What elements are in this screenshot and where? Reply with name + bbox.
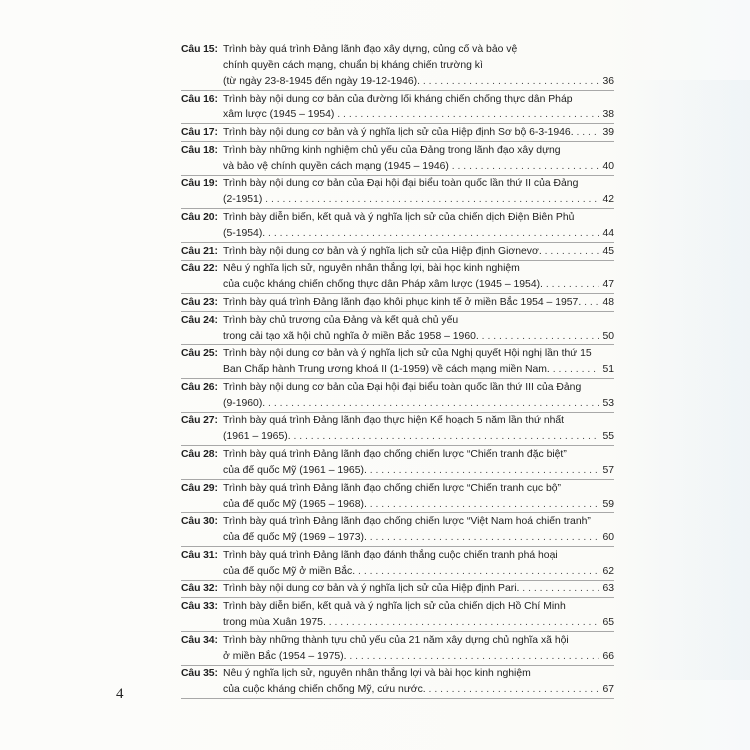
toc-entry-page: 57 — [599, 463, 614, 479]
toc-entry — [181, 143, 614, 176]
toc-entry-last-line — [223, 159, 614, 175]
toc-entry-line: Trình bày nội dung cơ bản của Đại hội đại biểu toàn quốc lần thứ II của Đảng — [223, 178, 579, 190]
toc-entry-label: Câu 32: — [181, 583, 218, 595]
toc-entry-line: Trình bày nội dung cơ bản và ý nghĩa lịch sử của Hiệp định Sơ bộ 6-3-1946. . . . — [223, 127, 614, 138]
toc-entry-line: Ban Chấp hành Trung ương khoá II (1-1959) về cách mạng miền Nam. . . . — [223, 364, 614, 375]
toc-entry-label: Câu 17: — [181, 127, 218, 139]
toc-entry — [181, 666, 614, 699]
toc-entry-line: Trình bày diễn biến, kết quả và ý nghĩa lịch sử của chiến dịch Hồ Chí Minh — [223, 601, 566, 613]
toc-entry-page: 42 — [599, 192, 614, 208]
toc-entry-page: 40 — [599, 159, 614, 175]
toc-entry — [181, 92, 614, 125]
toc-entry-last-line — [223, 125, 614, 141]
toc-entry-label: Câu 16: — [181, 93, 218, 105]
toc-entry-line: (1961 – 1965). . . . — [223, 431, 614, 442]
toc-entry — [181, 514, 614, 547]
toc-entry — [181, 176, 614, 209]
toc-entry-label: Câu 21: — [181, 245, 218, 257]
toc-entry — [181, 633, 614, 666]
toc-entry-title — [223, 244, 614, 260]
toc-entry-line: Trình bày nội dung cơ bản của đường lối kháng chiến chống thực dân Pháp — [223, 93, 573, 105]
toc-entry-line: của đế quốc Mỹ ở miền Bắc. . . . — [223, 566, 614, 577]
toc-entry-label: Câu 15: — [181, 44, 218, 55]
toc-entry-line: trong cải tạo xã hội chủ nghĩa ở miền Bắc 1958 – 1960. . . . — [223, 331, 614, 342]
toc-entry — [181, 210, 614, 243]
toc-entry-page: 66 — [599, 649, 614, 665]
toc-entry-page: 47 — [599, 277, 614, 293]
toc-entry-line: Trình bày quá trình Đảng lãnh đạo khôi phục kinh tế ở miền Bắc 1954 – 1957. . . . — [223, 297, 614, 308]
toc-entry — [181, 244, 614, 261]
toc-entry-page: 53 — [599, 396, 614, 412]
toc-entry-last-line — [223, 362, 614, 378]
toc-entry-line: trong mùa Xuân 1975. . . . — [223, 617, 614, 628]
toc-entry-page: 48 — [599, 295, 614, 311]
toc-entry-line: của đế quốc Mỹ (1969 – 1973). . . . — [223, 532, 614, 543]
toc-entry-label: Câu 26: — [181, 381, 218, 393]
toc-entry — [181, 380, 614, 413]
toc-entry-page: 65 — [599, 615, 614, 631]
toc-entry-title — [223, 599, 614, 631]
toc-entry-last-line — [223, 581, 614, 597]
page-number: 4 — [116, 686, 124, 702]
toc-entry-page: 45 — [599, 244, 614, 260]
toc-entry-label: Câu 28: — [181, 449, 218, 460]
toc-entry-label: Câu 20: — [181, 212, 218, 223]
toc-entry-label: Câu 30: — [181, 516, 218, 528]
toc-entry-label: Câu 18: — [181, 144, 218, 156]
toc-entry-title — [223, 313, 614, 345]
toc-entry-line: Trình bày nội dung cơ bản và ý nghĩa lịch sử của Nghị quyết Hội nghị lần thứ 15 — [223, 348, 592, 360]
toc-entry-line: Nêu ý nghĩa lịch sử, nguyên nhân thắng lợi và bài học kinh nghiệm — [223, 668, 531, 680]
toc-entry — [181, 447, 614, 480]
toc-entry-title — [223, 92, 614, 124]
toc-entry-line: Trình bày nội dung cơ bản và ý nghĩa lịch sử của Hiệp định Giơnevơ. . . . — [223, 246, 614, 257]
toc-entry-page: 63 — [599, 581, 614, 597]
toc-entry-page: 55 — [599, 429, 614, 445]
toc-entry-title — [223, 143, 614, 175]
toc-entry — [181, 581, 614, 598]
toc-entry-page: 67 — [599, 682, 614, 698]
toc-entry-page: 51 — [599, 362, 614, 378]
toc-entry-line: (2-1951) . . . — [223, 194, 614, 205]
toc-entry-title — [223, 125, 614, 141]
toc-entry-page: 39 — [599, 125, 614, 141]
toc-entry-title — [223, 346, 614, 378]
toc-entry-title — [223, 176, 614, 208]
toc-entry-last-line — [223, 497, 614, 513]
toc-entry — [181, 548, 614, 581]
toc-entry-line: Trình bày nội dung cơ bản và ý nghĩa lịch sử của Hiệp định Pari. . . . — [223, 583, 614, 594]
toc-entry-page: 62 — [599, 564, 614, 580]
toc-entry-line: Trình bày quá trình Đảng lãnh đạo thực hiện Kế hoạch 5 năm lần thứ nhất — [223, 415, 565, 427]
toc-entry-title — [223, 481, 614, 513]
toc-entry-last-line — [223, 295, 614, 311]
toc-entry-label: Câu 22: — [181, 263, 218, 275]
toc-entry — [181, 599, 614, 632]
toc-entry-line: Trình bày những thành tựu chủ yếu của 21 năm xây dựng chủ nghĩa xã hội — [223, 634, 569, 646]
toc-entry-title — [223, 413, 614, 445]
toc-entry-title — [223, 42, 614, 90]
toc-entry — [181, 261, 614, 294]
toc-entry-line: ở miền Bắc (1954 – 1975). . . . — [223, 651, 614, 662]
toc-entry-label: Câu 27: — [181, 415, 218, 427]
toc-entry-line: và bảo vệ chính quyền cách mạng (1945 – 1946) . . . — [223, 161, 614, 172]
toc-entry-last-line — [223, 396, 614, 412]
toc-entry-label: Câu 19: — [181, 178, 218, 190]
toc-entry-label: Câu 23: — [181, 296, 218, 308]
toc-entry-page: 50 — [599, 329, 614, 345]
toc-entry-last-line — [223, 649, 614, 665]
toc-entry-last-line — [223, 74, 614, 90]
toc-entry-label: Câu 29: — [181, 482, 218, 494]
toc-entry — [181, 413, 614, 446]
toc-entry-line: xâm lược (1945 – 1954) . . . — [223, 109, 614, 120]
toc-entry-page: 44 — [599, 226, 614, 242]
toc-entry-last-line — [223, 244, 614, 260]
toc-entry-line: Trình bày những kinh nghiệm chủ yếu của Đảng trong lãnh đạo xây dựng — [223, 144, 561, 156]
toc-entry-title — [223, 633, 614, 665]
toc-entry-label: Câu 24: — [181, 314, 218, 326]
toc-entry-line: Trình bày diễn biến, kết quả và ý nghĩa lịch sử của chiến dịch Điện Biên Phủ — [223, 212, 575, 223]
toc-entry-line: Nêu ý nghĩa lịch sử, nguyên nhân thắng lợi, bài học kinh nghiệm — [223, 263, 520, 275]
toc-entry-last-line — [223, 329, 614, 345]
toc-entry-line: Trình bày quá trình Đảng lãnh đạo đánh thắng cuộc chiến tranh phá hoại — [223, 549, 558, 561]
toc-entry-line: của đế quốc Mỹ (1965 – 1968). . . . — [223, 499, 614, 510]
toc-entry-line: (từ ngày 23-8-1945 đến ngày 19-12-1946). . . . — [223, 76, 614, 87]
toc-entry-title — [223, 210, 614, 242]
toc-entry — [181, 125, 614, 142]
toc-entry-page: 60 — [599, 530, 614, 546]
toc-entry-title — [223, 666, 614, 698]
toc-entry-line: Trình bày quá trình Đảng lãnh đạo chống chiến lược “Chiến tranh đặc biệt” — [223, 449, 567, 460]
toc-entry-title — [223, 380, 614, 412]
toc-entry-line: Trình bày quá trình Đảng lãnh đạo chống chiến lược “Chiến tranh cục bộ” — [223, 482, 561, 494]
toc-entry-last-line — [223, 682, 614, 698]
toc-entry-title — [223, 581, 614, 597]
toc-entry-page: 59 — [599, 497, 614, 513]
toc-entry-title — [223, 548, 614, 580]
toc-entry-title — [223, 261, 614, 293]
toc-entry-last-line — [223, 226, 614, 242]
toc-entry-title — [223, 514, 614, 546]
toc-entry-line: Trình bày quá trình Đảng lãnh đạo chống chiến lược “Việt Nam hoá chiến tranh” — [223, 516, 591, 528]
toc-entry-line: của cuộc kháng chiến chống thực dân Pháp xâm lược (1945 – 1954). . . . — [223, 279, 614, 290]
toc-entry — [181, 295, 614, 312]
toc-entry-last-line — [223, 463, 614, 479]
toc-entry — [181, 346, 614, 379]
toc-entry — [181, 42, 614, 91]
toc-entry-title — [223, 295, 614, 311]
toc-entry-label: Câu 35: — [181, 668, 218, 680]
toc-entry-last-line — [223, 530, 614, 546]
toc-entry-page: 38 — [599, 107, 614, 123]
toc-entry-title — [223, 447, 614, 479]
page-edge-shadow — [615, 80, 750, 680]
toc-entry-line: Trình bày chủ trương của Đảng và kết quả chủ yếu — [223, 314, 459, 326]
toc-entry-last-line — [223, 564, 614, 580]
toc-entry-label: Câu 34: — [181, 634, 218, 646]
toc-entry-label: Câu 31: — [181, 549, 218, 561]
toc-entry-last-line — [223, 107, 614, 123]
toc-entry-line: (5-1954). . . . — [223, 228, 614, 239]
toc-entry-label: Câu 33: — [181, 601, 218, 613]
toc-entry-page: 36 — [599, 74, 614, 90]
toc-entry — [181, 481, 614, 514]
toc-entry-line: (9-1960). . . . — [223, 398, 614, 409]
toc-entry — [181, 313, 614, 346]
toc-entry-last-line — [223, 277, 614, 293]
toc-entry-last-line — [223, 615, 614, 631]
toc-entry-line: của đế quốc Mỹ (1961 – 1965). . . . — [223, 465, 614, 476]
toc-entry-line: Trình bày nội dung cơ bản của Đại hội đại biểu toàn quốc lần thứ III của Đảng — [223, 381, 582, 393]
toc-entry-label: Câu 25: — [181, 348, 218, 360]
toc-entry-line: Trình bày quá trình Đảng lãnh đạo xây dựng, củng cố và bảo vệ — [223, 44, 518, 55]
toc-entry-last-line — [223, 192, 614, 208]
toc-entry-last-line — [223, 429, 614, 445]
toc-entry-line: của cuộc kháng chiến chống Mỹ, cứu nước. . . . — [223, 684, 614, 695]
toc-entry-line: chính quyền cách mạng, chuẩn bị kháng chiến trường kì — [223, 59, 483, 71]
